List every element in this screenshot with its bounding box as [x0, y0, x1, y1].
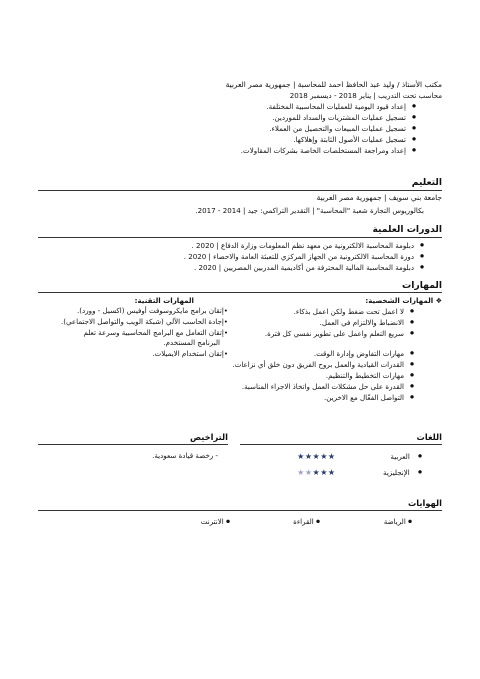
licenses-heading: التراخيص: [189, 432, 228, 442]
divider: [38, 237, 442, 238]
list-item: ● تسجيل عمليات المبيعات والتحصيل من العملاء.: [22, 123, 416, 134]
star-filled-icon: ★: [327, 452, 336, 461]
list-item: ● سريع التعلم واعمل على تطوير نفسي كل فترة.: [232, 328, 414, 339]
experience-title: مكتب الأستاذ / وليد عبد الحافظ احمد للمحاسبة | جمهورية مصر العربية: [225, 80, 442, 89]
hobby-label: الرياضة: [383, 517, 406, 526]
education-detail: بكالوريوس التجارة شعبة "المحاسبة" | التقدير التراكمي: جيد | 2014 - 2017.: [195, 206, 424, 215]
divider: [38, 190, 442, 191]
star-filled-icon: ★: [312, 468, 321, 477]
list-item: البرنامج المستخدم.: [163, 338, 220, 348]
experience-section: [22, 79, 442, 156]
courses-list: [184, 240, 424, 273]
list-item: ● مهارات التفاوض وإدارة الوقت.: [232, 348, 414, 359]
list-item: ● التواصل الفعّال مع الاخرين.: [232, 392, 414, 403]
language-row: [252, 450, 422, 466]
hobby-item: ● الرياضة: [383, 517, 412, 526]
language-row: [252, 466, 422, 482]
star-filled-icon: ★: [320, 452, 328, 461]
languages-list: [252, 450, 422, 482]
hobby-label: الانترنت: [200, 517, 224, 526]
list-item: ● القدرات القيادية والعمل بروح الفريق دون خلق أي نزاعات.: [232, 359, 414, 370]
list-item: ● القدرة على حل مشكلات العمل واتخاذ الاجراء المناسبة.: [232, 381, 414, 392]
list-item: •إتقان استخدام الايميلات.: [152, 349, 228, 359]
language-name: العربية: [390, 452, 410, 461]
star-filled-icon: ★: [297, 452, 305, 461]
list-item: •إتقان برامج مايكروسوفت أوفيس (اكسيل - وورد).: [77, 306, 228, 315]
experience-meta: محاسب تحت التدريب | يناير 2018 - ديسمبر 2018: [289, 91, 442, 100]
divider: [240, 444, 442, 445]
list-item: ● إعداد قيود اليومية للعمليات المحاسبية المختلفة.: [22, 101, 416, 112]
list-item: ● دبلومة المحاسبة الالكترونية من معهد نظم المعلومات وزارة الدفاع | 2020 .: [184, 240, 424, 251]
hobby-item: ● الانترنت: [200, 517, 230, 526]
star-filled-icon: ★: [312, 452, 321, 461]
hobby-item: ● القراءة: [293, 517, 320, 526]
star-filled-icon: ★: [304, 452, 313, 461]
bullet: ●: [418, 470, 422, 475]
star-filled-icon: ★: [320, 468, 328, 477]
license-item: - رخصة قيادة سعودية.: [152, 451, 218, 460]
skills-heading: المهارات: [402, 280, 442, 291]
personal-skills-list: [232, 306, 414, 403]
divider: [38, 510, 442, 511]
language-name: الإنجليزية: [383, 468, 410, 477]
star-empty-icon: ★: [304, 468, 313, 477]
list-item: ● تسجيل عمليات الأصول الثابتة وإهلاكها.: [22, 134, 416, 145]
technical-skills-list: [23, 306, 228, 360]
list-item: ● تسجيل عمليات المشتريات والسداد للموردين.: [22, 112, 416, 123]
star-empty-icon: ★: [297, 468, 305, 477]
language-rating: [297, 452, 335, 461]
personal-skills-heading: ❖ المهارات الشخصية:: [365, 296, 442, 305]
list-item: •إجادة الحاسب الآلي (شبكة الويب والتواصل الاجتماعي).: [61, 316, 228, 326]
education-heading: التعليم: [411, 177, 442, 188]
languages-heading: اللغات: [416, 432, 442, 442]
list-item: •إتقان التعامل مع البرامج المحاسبية وسرعة تعلم: [83, 327, 228, 337]
technical-skills-column: [23, 295, 228, 360]
experience-list: [22, 101, 416, 156]
education-title: جامعة بني سويف | جمهورية مصر العربية: [316, 193, 442, 202]
technical-skills-heading: المهارات التقنية:: [134, 296, 194, 305]
list-item: ● لا اعمل تحت ضغط ولكن اعمل بذكاء.: [232, 306, 414, 317]
list-item: ● إعداد ومراجعة المستخلصات الخاصة بشركات المقاولات.: [22, 145, 416, 156]
bullet: ●: [418, 454, 422, 459]
list-item: ● مهارات التخطيط والتنظيم.: [232, 370, 414, 381]
divider: [38, 444, 228, 445]
hobby-label: القراءة: [293, 517, 314, 526]
list-item: ● الانضباط والالتزام في العمل.: [232, 317, 414, 328]
hobbies-heading: الهوايات: [407, 498, 442, 508]
personal-skills-column: [232, 295, 442, 403]
list-item: ● دبلومة المحاسبة المالية المحترفة من أكاديمية المدربين المصريين | 2020 .: [184, 262, 424, 273]
star-filled-icon: ★: [327, 468, 336, 477]
language-rating: [297, 468, 335, 477]
list-item: ● دورة المحاسبة الالكترونية من الجهاز المركزي للتعبئة العامة والاحصاء | 2020 .: [184, 251, 424, 262]
courses-heading: الدورات العلمية: [372, 224, 442, 235]
divider: [38, 292, 442, 293]
